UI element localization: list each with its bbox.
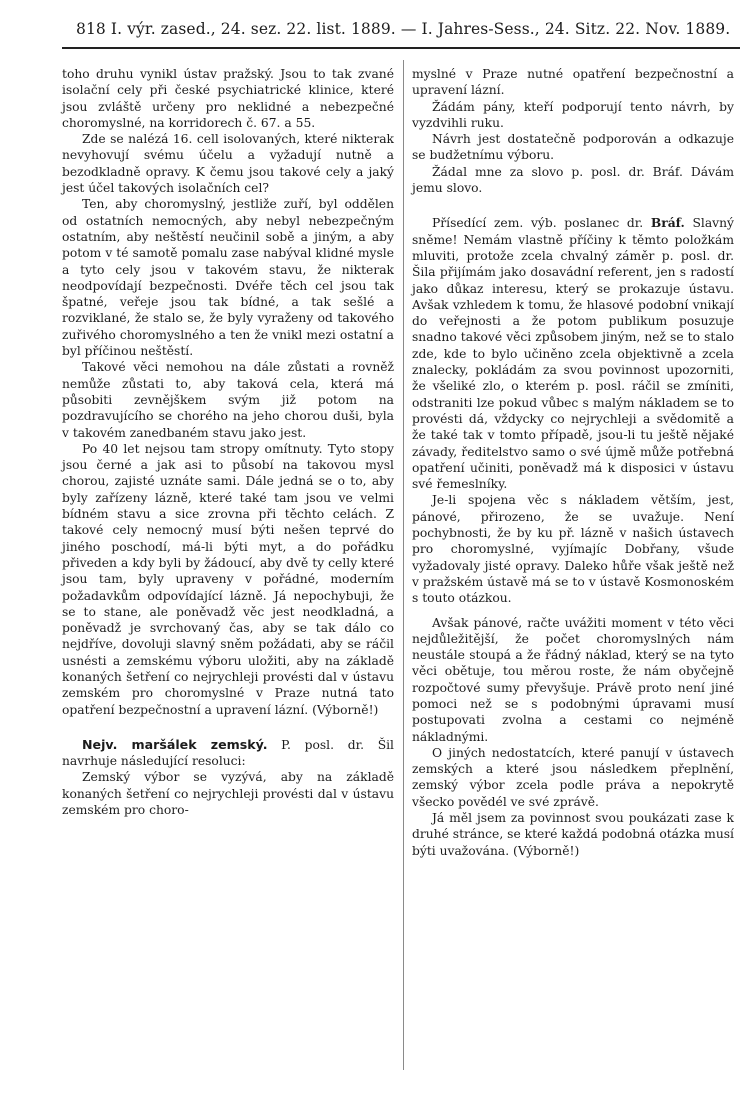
header-rule	[62, 47, 740, 49]
speaker-text: Slavný sněme! Nemám vlastně příčiny k těmto položkám mluviti, protože zcela chvalný záměr p. posl. dr. Šila přijímám jako dosavádní referent, jen s radostí jako důkaz interesu, který se prokazuje ústavu. Avšak vzhledem k tomu, že hlasové podobní vnikají do veřejnosti a že potom publikum posuzuje snadno takové věci způsobem jiným, než se to stalo zde, kde to bylo učiněno zcela objektivně a zcela znalecky, pokládám za svou povinnost upozorniti, že všeliké zlo, o kterém p. posl. ráčil se zmíniti, odstraniti lze pokud vůbec s malým nákladem se to provésti dá, vždycky co nejrychleji a svědomitě a že také tak v tomto případě, jsou-li tu ještě nějaké závady, ředitelstvo samo o své újmě může potřebná opatření učiniti, poněvadž má k disposici v ústavu své řemeslníky.	[412, 216, 734, 492]
paragraph: Ten, aby choromyslný, jestliže zuří, byl oddělen od ostatních nemocných, aby nebyl nebezpečným ostatním, aby neštěstí neučinil sobě a jiným, a aby potom v té samotě pomalu zase nabýval klidné mysle a tyto cely jsou v takovém stavu, že nikterak neodpovídají bezpečnosti. Dvéře těch cel jsou tak špatné, veřeje jsou tak bídné, a tak sešlé a rozviklané, že stalo se, že byly vyraženy od takového zuřivého choromyslného a ten že vnikl mezi ostatní a byl příčinou neštěstí.	[62, 197, 394, 359]
paragraph: Avšak pánové, račte uvážiti moment v této věci nejdůležitější, že počet choromyslných nám neustále stoupá a že řádný náklad, který se na tyto věci obětuje, tou měrou roste, že nám obyčejně rozpočtové sumy převyšuje. Právě proto není jiné pomoci než se s podobnými úpravami musí postupovati zvolna a cestami co nejméně nákladnými.	[412, 615, 734, 744]
speaker-paragraph	[62, 737, 394, 770]
paragraph: Takové věci nemohou na dále zůstati a rovněž nemůže zůstati to, aby taková cela, která má působiti zevnějškem svým již potom na pozdravujícího se chorého na jeho chorou duši, byla v takovém zanedbaném stavu jako jest.	[62, 360, 394, 440]
speaker-text: P. posl. dr. Šil navrhuje následující resoluci:	[62, 737, 394, 769]
paragraph: Návrh jest dostatečně podporován a odkazuje se budžetnímu výboru.	[412, 132, 734, 163]
paragraph: Žádám pány, kteří podporují tento návrh, by vyzdvihli ruku.	[412, 99, 734, 130]
paragraph: Po 40 let nejsou tam stropy omítnuty. Tyto stopy jsou černé a jak asi to působí na takovou mysl chorou, zajisté uznáte sami. Dále jedná se o to, aby byly zařízeny lázně, které také tam jsou ve velmi bídném stavu a sice zrovna při těchto celách. Z takové cely nemocný musí býti nešen teprvé do jiného poschodí, má-li býti myt, a do pořádku přiveden a kdy byli by žádoucí, aby dvě ty celly které jsou tam, byly upraveny v pořádné, moderním požadavkům odpovídající lázně. Já nepochybuji, že se to stane, ale poněvadž věc jest neodkladná, a poněvadž je svrchovaný čas, aby se tak dálo co nejdříve, dovoluji slavný sněm požádati, aby se ráčil usnésti a zemskému výboru uložiti, aby na základě konaných šetření co nejrychleji provésti dal v ústavu zemském pro choromyslné v Praze nutná tato opatření bezpečnostní a upravení lázní. (Výborně!)	[62, 441, 394, 717]
resolution-paragraph: Zemský výbor se vyzývá, aby na základě konaných šetření co nejrychleji provésti dal v ústavu zemském pro choro-	[62, 770, 394, 818]
speaker-intro: Přísedící zem. výb. poslanec dr.	[432, 216, 651, 231]
page-header: 818 I. výr. zased., 24. sez. 22. list. 1889. — I. Jahres-Sess., 24. Sitz. 22. Nov. 1889.	[76, 20, 731, 38]
paragraph: Je-li spojena věc s nákladem větším, jest, pánové, přirozeno, že se uvažuje. Není pochybnosti, že by ku př. lázně v našich ústavech pro choromyslné, vyjímajíc Dobřany, všude vyžadovaly jisté opravy. Daleko hůře však ještě než v pražském ústavě má se to v ústavě Kosmonoském s touto otázkou.	[412, 493, 734, 606]
paragraph: O jiných nedostatcích, které panují v ústavech zemských a které jsou následkem přeplnění, zemský výbor zcela podle práva a nepokrytě všecko povědél ve své zprávě.	[412, 745, 734, 809]
speaker-name: Nejv. maršálek zemský.	[82, 736, 268, 752]
speaker-paragraph	[412, 215, 734, 492]
paragraph: Já měl jsem za povinnost svou poukázati zase k druhé stránce, se které každá podobná otázka musí býti uvažována. (Výborně!)	[412, 811, 734, 858]
speaker-name: Bráf.	[650, 215, 685, 231]
left-column	[62, 66, 394, 818]
paragraph: myslné v Praze nutné opatření bezpečnostní a upravení lázní.	[412, 67, 734, 98]
paragraph: Zde se nalézá 16. cell isolovaných, které nikterak nevyhovují svému účelu a vyžadují nutně a bezodkladně opravy. K čemu jsou takové cely a jaký jest účel takových isolačních cel?	[62, 132, 394, 196]
paragraph: toho druhu vynikl ústav pražský. Jsou to tak zvané isolační cely při české psychiatrické klinice, které jsou zvláště určeny pro neklidné a nebezpečné choromyslné, na korridorech č. 67. a 55.	[62, 67, 394, 130]
column-divider	[403, 60, 404, 1070]
paragraph: Žádal mne za slovo p. posl. dr. Bráf. Dávám jemu slovo.	[412, 164, 734, 196]
right-column	[412, 66, 734, 859]
